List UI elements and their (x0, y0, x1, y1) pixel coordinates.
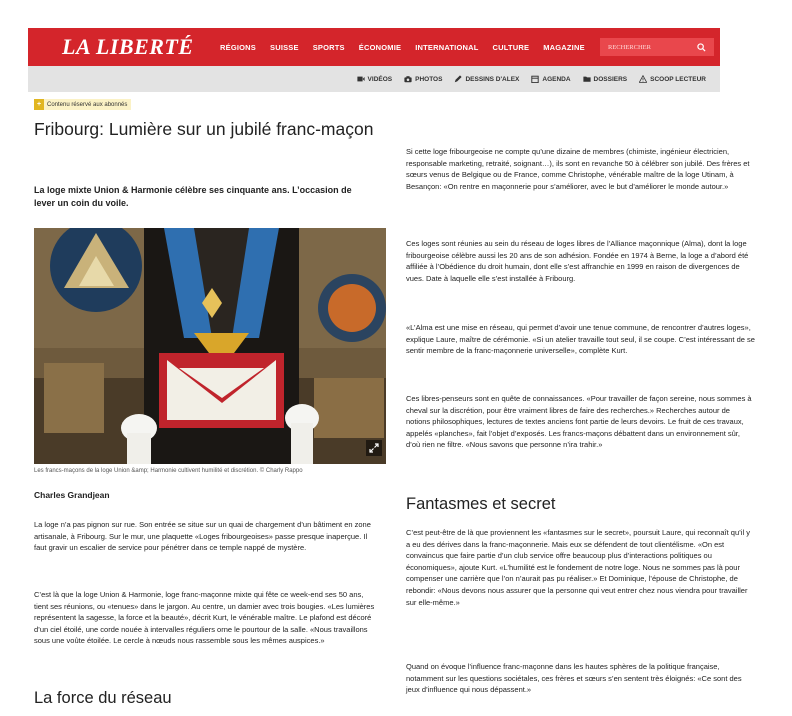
search-input[interactable] (608, 44, 688, 51)
calendar-icon (531, 75, 539, 83)
subnav-videos[interactable] (357, 75, 393, 83)
nav-item-culture[interactable]: CULTURE (492, 42, 530, 52)
article-paragraph: Quand on évoque l’influence franc-maçonne dans les hautes sphères de la politique française, notamment sur les questions sociétales, ces frères et sœurs s’en sentent très éloignés: «Ce sont des jeux d’influence qui nous dépassent.» (406, 662, 742, 695)
subnav-dossiers-label: DOSSIERS (593, 75, 628, 83)
section-heading: Fantasmes et secret (406, 495, 556, 513)
subnav-dossiers[interactable] (583, 75, 628, 83)
subnav-dessins[interactable] (454, 75, 519, 83)
subnav-scoop-lecteur-label: SCOOP LECTEUR (650, 75, 706, 83)
camera-icon (404, 75, 412, 83)
subscriber-badge (34, 99, 131, 110)
article-paragraph: Ces loges sont réunies au sein du réseau de loges libres de l’Alliance maçonnique (Alma), dont la loge fribourgeoise célèbre aussi les 20 ans de son adhésion. Fondée en 1974 à Berne, la loge a d’abord été affiliée à l’Obédience du droit humain, dont elle s’est affranchie en 1999 en raison de divergences de vues. Date à laquelle elle s’est installée à Fribourg. (406, 239, 749, 283)
subscriber-badge-label: Contenu réservé aux abonnés (47, 101, 128, 108)
expand-icon (369, 443, 379, 453)
article-paragraph: C’est là que la loge Union & Harmonie, loge franc-maçonne mixte qui fête ce week-end ses 50 ans, tient ses réunions, ou «tenues» dans le jargon. Au centre, un damier avec trois bougies. «Les lumières représentent la sagesse, la force et la beauté», décrit Kurt, le vénérable maître. Le plafond est décoré d’un ciel étoilé, une corde nouée à intervalles réguliers orne le pourtour de la salle. «Nous travaillons sous une voûte étoilée. Le cercle à nœuds nous rassemble sous les mêmes auspices.» (34, 590, 375, 646)
subscriber-icon: + (34, 99, 44, 110)
article-lead: La loge mixte Union & Harmonie célèbre ses cinquante ans. L’occasion de lever un coin du voile. (34, 185, 352, 208)
article-paragraph: Ces libres-penseurs sont en quête de connaissances. «Pour travailler de façon sereine, nous sommes à cheval sur la discrétion, pour être vraiment libres de faire des recherches.» Recherches autour de notions philosophiques, lectures de textes anciens font partie de leurs devoirs. Le fruit de ces travaux, appelés «planches», fait l’objet d’exposés. Les francs-maçons débattent dans un environnement sûr, d’où rien ne filtre. «Nous savons que personne n’ira trahir.» (406, 394, 752, 450)
pencil-icon (454, 75, 462, 83)
top-navigation-bar (28, 28, 720, 66)
nav-item-magazine[interactable]: MAGAZINE (543, 42, 585, 52)
nav-item-international[interactable]: INTERNATIONAL (415, 42, 479, 52)
article-paragraph: Si cette loge fribourgeoise ne compte qu’une dizaine de membres (chimiste, ingénieur électricien, responsable marketing, retraité, soignant…), ils sont en revanche 50 à célébrer son jubilé. Des frères et sœurs venus de Belgique ou de France, comme Christophe, vénérable maître de la loge Utinam, à Besançon: «On rentre en maçonnerie pour s’améliorer, avec le but d’améliorer le monde autour.» (406, 147, 750, 191)
subnav-videos-label: VIDÉOS (367, 75, 393, 83)
secondary-nav (28, 66, 720, 92)
main-nav (220, 43, 599, 52)
nav-item-regions[interactable]: RÉGIONS (220, 42, 256, 52)
subnav-scoop-lecteur[interactable] (639, 75, 706, 83)
subnav-agenda-label: AGENDA (542, 75, 571, 83)
folder-icon (583, 75, 591, 83)
subnav-photos-label: PHOTOS (415, 75, 443, 83)
photo-caption: Les francs-maçons de la loge Union &amp; Harmonie cultivent humilité et discrétion. © Charly Rappo (34, 468, 303, 474)
article-title: Fribourg: Lumière sur un jubilé franc-maçon (34, 119, 374, 139)
nav-item-suisse[interactable]: SUISSE (270, 42, 299, 52)
subnav-photos[interactable] (404, 75, 442, 83)
expand-photo-button[interactable] (366, 440, 382, 456)
nav-item-sports[interactable]: SPORTS (312, 42, 345, 52)
freemason-photo (34, 228, 386, 464)
subnav-agenda[interactable] (531, 75, 570, 83)
site-logo[interactable]: LA LIBERTÉ (62, 34, 194, 59)
warning-icon (639, 75, 647, 83)
article-photo[interactable] (34, 228, 386, 464)
subnav-dessins-label: DESSINS D'ALEX (465, 75, 520, 83)
nav-item-economie[interactable]: ÉCONOMIE (358, 42, 402, 52)
article-paragraph: La loge n’a pas pignon sur rue. Son entrée se situe sur un quai de chargement d’un bâtiment en zone artisanale, à Fribourg. Sur le mur, une plaquette «Loges fribourgeoises» passe presque inaperçue. Il faut gravir un escalier de service pour pénétrer dans ce temple nappé de mystère. (34, 520, 371, 553)
article-paragraph: «L’Alma est une mise en réseau, qui permet d’avoir une tenue commune, de rencontrer d’autres loges», explique Laure, maître de cérémonie. «Si un atelier travaille tout seul, il se coupe. C’est intéressant de se sentir membre de la franc-maçonnerie universelle», complète Kurt. (406, 323, 755, 356)
search-icon[interactable] (697, 43, 706, 52)
article-author[interactable]: Charles Grandjean (34, 490, 110, 500)
article-paragraph: C’est peut-être de là que proviennent les «fantasmes sur le secret», poursuit Laure, qui reconnaît qu’il y a eu des dérives dans la franc-maçonnerie. Mais eux se défendent de tout clientélisme. «On est convaincus que faire partie d’un club service offre beaucoup plus d’interactions politiques ou économiques», ajoute Kurt. «L’humilité est le fondement de notre loge. Nous ne sommes pas là pour compenser une carrière que l’on n’aurait pas pu réaliser.» Et Dominique, l’épouse de Christophe, de rebondir: «Nous devons nous assurer que la personne qui veut entrer chez nous viendra pour travailler sur elle-même.» (406, 528, 750, 607)
section-heading: La force du réseau (34, 689, 172, 707)
search-box (600, 38, 714, 56)
video-icon (357, 75, 365, 83)
